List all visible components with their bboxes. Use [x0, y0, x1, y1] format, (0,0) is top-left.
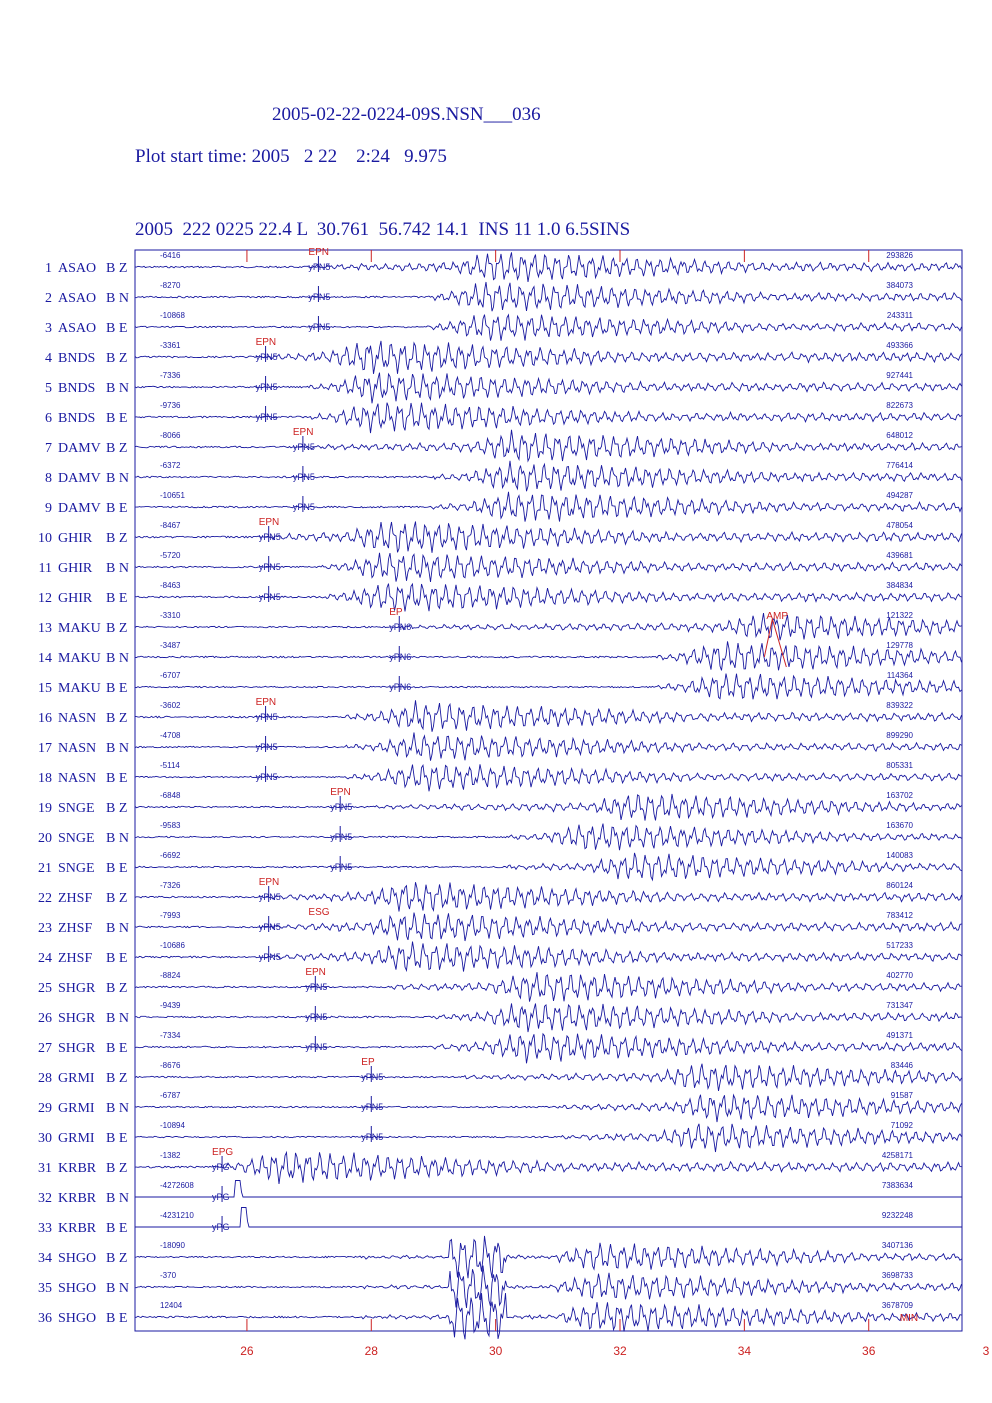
component: B N: [106, 831, 129, 846]
component: B E: [106, 591, 128, 606]
component: B Z: [106, 261, 128, 276]
station-name: GHIR: [58, 561, 93, 576]
phase-mark-label: EPN: [292, 427, 314, 438]
phase-mark-label: EP: [361, 1057, 375, 1068]
waveform-trace: [135, 1293, 962, 1339]
waveform-trace: [135, 972, 962, 1001]
trace-max-value: 3407136: [881, 1241, 913, 1250]
trace-min-value: -4708: [160, 731, 181, 740]
channel-number: 18: [38, 771, 52, 786]
x-tick-label: 34: [737, 1344, 752, 1358]
station-name: SNGE: [58, 801, 95, 816]
channel-number: 33: [38, 1221, 52, 1236]
trace-max-value: 402770: [886, 971, 913, 980]
phase-mark-label: EPN: [258, 877, 280, 888]
channel-number: 21: [38, 861, 52, 876]
trace-min-value: -9439: [160, 1001, 181, 1010]
phase-pick-label: yPG: [212, 1222, 230, 1232]
trace-min-value: -6372: [160, 461, 181, 470]
x-tick-label: 28: [364, 1344, 378, 1358]
phase-pick-label: yPN5: [361, 1132, 384, 1142]
channel-number: 5: [45, 381, 52, 396]
trace-max-value: 129778: [886, 641, 913, 650]
trace-max-value: 839322: [886, 701, 913, 710]
phase-mark-label: EPG: [212, 1147, 234, 1158]
channel-number: 20: [38, 831, 52, 846]
trace-min-value: -6707: [160, 671, 181, 680]
phase-pick-label: yPN5: [255, 772, 278, 782]
phase-pick-label: yPN6: [389, 652, 412, 662]
component: B E: [106, 771, 128, 786]
station-name: BNDS: [58, 411, 96, 426]
channel-number: 13: [38, 621, 52, 636]
component: B E: [106, 1221, 128, 1236]
waveform-trace: [135, 1152, 962, 1184]
channel-number: 17: [38, 741, 52, 756]
phase-mark-label: EP: [389, 607, 403, 618]
trace-min-value: -3310: [160, 611, 181, 620]
trace-max-value: 163702: [886, 791, 913, 800]
plot-title: 2005-02-22-0224-09S.NSN___036: [272, 104, 541, 125]
waveform-trace: [135, 853, 962, 880]
component: B N: [106, 381, 129, 396]
phase-pick-label: yPN5: [308, 322, 331, 332]
channel-number: 23: [38, 921, 52, 936]
trace-max-value: 3698733: [881, 1271, 913, 1280]
trace-min-value: -1382: [160, 1151, 181, 1160]
channel-number: 8: [45, 471, 52, 486]
component: B E: [106, 861, 128, 876]
trace-max-value: 491371: [886, 1031, 913, 1040]
component: B N: [106, 741, 129, 756]
channel-number: 35: [38, 1281, 52, 1296]
phase-pick-label: yPN5: [305, 982, 328, 992]
trace-max-value: 822673: [886, 401, 913, 410]
phase-pick-label: yPN5: [292, 442, 315, 452]
channel-number: 2: [45, 291, 52, 306]
phase-pick-label: yPN5: [258, 952, 281, 962]
waveform-trace: [135, 1124, 962, 1152]
station-name: KRBR: [58, 1221, 97, 1236]
phase-pick-label: yPN5: [292, 502, 315, 512]
station-name: ASAO: [58, 291, 97, 306]
channel-number: 7: [45, 441, 52, 456]
phase-pick-label: yPN5: [255, 712, 278, 722]
trace-min-value: -7993: [160, 911, 181, 920]
trace-max-value: 140083: [886, 851, 913, 860]
trace-min-value: -8066: [160, 431, 181, 440]
trace-min-value: -3361: [160, 341, 181, 350]
station-name: SHGR: [58, 1011, 96, 1026]
channel-number: 9: [45, 501, 52, 516]
waveform-trace: [135, 613, 962, 640]
station-name: NASN: [58, 771, 97, 786]
trace-min-value: -10868: [160, 311, 185, 320]
channel-number: 16: [38, 711, 52, 726]
component: B E: [106, 681, 128, 696]
trace-max-value: 860124: [886, 881, 913, 890]
channel-number: 31: [38, 1161, 52, 1176]
trace-min-value: -18090: [160, 1241, 185, 1250]
phase-pick-label: yPN5: [330, 832, 353, 842]
channel-number: 15: [38, 681, 52, 696]
component: B N: [106, 471, 129, 486]
station-name: SHGO: [58, 1281, 97, 1296]
trace-min-value: -7336: [160, 371, 181, 380]
station-name: SNGE: [58, 861, 95, 876]
waveform-trace: [135, 282, 962, 311]
trace-min-value: -6692: [160, 851, 181, 860]
channel-number: 3: [45, 321, 52, 336]
x-tick-label: 32: [613, 1344, 627, 1358]
trace-min-value: -8676: [160, 1061, 181, 1070]
phase-pick-label: yPN5: [308, 262, 331, 272]
trace-max-value: 384834: [886, 581, 913, 590]
station-name: SHGO: [58, 1311, 97, 1326]
component: B Z: [106, 1071, 128, 1086]
channel-number: 36: [38, 1311, 52, 1326]
phase-pick-label: yPN5: [258, 892, 281, 902]
phase-pick-label: yPN5: [255, 412, 278, 422]
station-name: BNDS: [58, 351, 96, 366]
component: B E: [106, 501, 128, 516]
trace-min-value: -6787: [160, 1091, 181, 1100]
phase-pick-label: yPN5: [258, 562, 281, 572]
trace-min-value: -10894: [160, 1121, 185, 1130]
station-name: SHGO: [58, 1251, 97, 1266]
waveform-trace: [135, 1208, 962, 1228]
trace-max-value: 163670: [886, 821, 913, 830]
waveform-trace: [135, 1003, 962, 1032]
trace-max-value: 439681: [886, 551, 913, 560]
trace-min-value: -8463: [160, 581, 181, 590]
component: B E: [106, 951, 128, 966]
station-name: DAMV: [58, 471, 101, 486]
trace-max-value: 731347: [886, 1001, 913, 1010]
phase-pick-label: yPN5: [255, 742, 278, 752]
phase-mark-label: EPN: [258, 517, 280, 528]
waveform-trace: [135, 1034, 962, 1064]
phase-pick-label: yPN5: [361, 1102, 384, 1112]
component: B Z: [106, 531, 128, 546]
station-name: MAKU: [58, 651, 101, 666]
station-name: KRBR: [58, 1191, 97, 1206]
x-tick-label: 3: [982, 1344, 990, 1358]
waveform-trace: [135, 252, 962, 282]
trace-max-value: 494287: [886, 491, 913, 500]
channel-number: 19: [38, 801, 52, 816]
component: B E: [106, 1131, 128, 1146]
station-name: MAKU: [58, 681, 101, 696]
component: B Z: [106, 621, 128, 636]
channel-number: 14: [38, 651, 52, 666]
component: B E: [106, 1311, 128, 1326]
trace-max-value: 805331: [886, 761, 913, 770]
phase-pick-label: yPN5: [305, 1012, 328, 1022]
waveform-trace: [135, 674, 962, 700]
component: B N: [106, 1191, 129, 1206]
waveform-trace: [135, 1064, 962, 1091]
station-name: ZHSF: [58, 921, 93, 936]
trace-min-value: -4272608: [160, 1181, 194, 1190]
phase-pick-label: yPN5: [292, 472, 315, 482]
station-name: GHIR: [58, 591, 93, 606]
trace-max-value: 293826: [886, 251, 913, 260]
station-name: ZHSF: [58, 951, 93, 966]
component: B N: [106, 291, 129, 306]
phase-mark-label: ESG: [308, 907, 330, 918]
channel-number: 12: [38, 591, 52, 606]
phase-pick-label: yPN5: [308, 292, 331, 302]
channel-number: 22: [38, 891, 52, 906]
phase-mark-label: EPN: [255, 337, 277, 348]
station-name: GRMI: [58, 1071, 95, 1086]
trace-min-value: -6416: [160, 251, 181, 260]
trace-max-value: 899290: [886, 731, 913, 740]
trace-min-value: -3602: [160, 701, 181, 710]
trace-min-value: -5720: [160, 551, 181, 560]
phase-mark-label: EPN: [330, 787, 351, 798]
station-name: SHGR: [58, 981, 96, 996]
trace-max-value: 83446: [890, 1061, 913, 1070]
station-name: NASN: [58, 711, 97, 726]
station-name: SNGE: [58, 831, 95, 846]
channel-number: 30: [38, 1131, 52, 1146]
channel-number: 10: [38, 531, 52, 546]
channel-number: 27: [38, 1041, 52, 1056]
station-name: DAMV: [58, 501, 101, 516]
channel-number: 24: [38, 951, 52, 966]
phase-mark-label: EPN: [305, 967, 326, 978]
trace-min-value: -9736: [160, 401, 181, 410]
trace-max-value: 384073: [886, 281, 913, 290]
trace-max-value: 121322: [886, 611, 913, 620]
component: B Z: [106, 1251, 128, 1266]
station-name: GRMI: [58, 1131, 95, 1146]
component: B Z: [106, 801, 128, 816]
phase-pick-label: yPN5: [330, 802, 353, 812]
phase-mark-label: EPN: [308, 247, 329, 258]
component: B E: [106, 1041, 128, 1056]
station-name: GHIR: [58, 531, 93, 546]
trace-min-value: -9583: [160, 821, 181, 830]
trace-max-value: 71092: [890, 1121, 913, 1130]
phase-pick-label: yPN6: [389, 682, 412, 692]
component: B N: [106, 561, 129, 576]
trace-min-value: -8467: [160, 521, 181, 530]
channel-number: 25: [38, 981, 52, 996]
trace-min-value: -3487: [160, 641, 181, 650]
channel-number: 32: [38, 1191, 52, 1206]
station-name: SHGR: [58, 1041, 96, 1056]
waveform-trace: [135, 794, 962, 821]
component: B Z: [106, 441, 128, 456]
trace-min-value: -8270: [160, 281, 181, 290]
trace-max-value: 517233: [886, 941, 913, 950]
trace-min-value: -8824: [160, 971, 181, 980]
phase-pick-label: yPN6: [389, 622, 412, 632]
phase-pick-label: yPG: [212, 1192, 230, 1202]
trace-min-value: -5114: [160, 761, 180, 770]
phase-mark-label: EPN: [255, 697, 277, 708]
station-name: ASAO: [58, 321, 97, 336]
phase-pick-label: yPN5: [258, 592, 281, 602]
phase-mark-label: MIN: [899, 1313, 919, 1324]
channel-number: 11: [38, 561, 52, 576]
hypocenter-line: 2005 222 0225 22.4 L 30.761 56.742 14.1 INS 11 1.0 6.5SINS: [135, 219, 631, 240]
component: B Z: [106, 891, 128, 906]
phase-pick-label: yPN5: [255, 352, 278, 362]
waveform-trace: [135, 461, 962, 491]
station-name: NASN: [58, 741, 97, 756]
trace-max-value: 648012: [886, 431, 913, 440]
trace-max-value: 9232248: [881, 1211, 913, 1220]
trace-max-value: 4258171: [881, 1151, 913, 1160]
component: B N: [106, 651, 129, 666]
phase-pick-label: yPN5: [258, 532, 281, 542]
station-name: KRBR: [58, 1161, 97, 1176]
trace-max-value: 783412: [886, 911, 913, 920]
waveform-trace: [135, 1095, 962, 1122]
station-name: ZHSF: [58, 891, 93, 906]
trace-max-value: 243311: [886, 311, 913, 320]
waveform-trace: [135, 1236, 962, 1278]
waveform-trace: [135, 641, 962, 670]
trace-max-value: 927441: [886, 371, 913, 380]
waveform-trace: [135, 824, 962, 851]
trace-max-value: 91587: [890, 1091, 913, 1100]
channel-number: 28: [38, 1071, 52, 1086]
waveform-trace: [135, 1181, 962, 1198]
component: B E: [106, 321, 128, 336]
trace-max-value: 776414: [886, 461, 913, 470]
phase-pick-label: yPN5: [361, 1072, 384, 1082]
phase-pick-label: yPN5: [330, 862, 353, 872]
trace-max-value: 7383634: [881, 1181, 913, 1190]
station-name: DAMV: [58, 441, 101, 456]
trace-max-value: 3678709: [881, 1301, 913, 1310]
x-tick-label: 26: [240, 1344, 254, 1358]
trace-min-value: -370: [160, 1271, 177, 1280]
phase-pick-label: yPN5: [255, 382, 278, 392]
component: B Z: [106, 981, 128, 996]
x-tick-label: 36: [862, 1344, 876, 1358]
trace-min-value: -10686: [160, 941, 185, 950]
channel-number: 1: [45, 261, 52, 276]
component: B N: [106, 921, 129, 936]
trace-min-value: -10651: [160, 491, 185, 500]
trace-min-value: -7326: [160, 881, 181, 890]
amp-pick-label: AMP: [766, 611, 789, 622]
phase-pick-label: yPN5: [258, 922, 281, 932]
trace-min-value: 12404: [160, 1301, 183, 1310]
component: B Z: [106, 351, 128, 366]
trace-min-value: -6848: [160, 791, 181, 800]
x-tick-label: 30: [488, 1344, 503, 1358]
phase-pick-label: yPN5: [305, 1042, 328, 1052]
waveform-trace: [135, 1266, 962, 1308]
phase-pick-label: yPG: [212, 1162, 230, 1172]
component: B N: [106, 1101, 129, 1116]
station-name: MAKU: [58, 621, 101, 636]
component: B N: [106, 1011, 129, 1026]
plot-start-time: Plot start time: 2005 2 22 2:24 9.975: [135, 146, 447, 167]
component: B N: [106, 1281, 129, 1296]
station-name: GRMI: [58, 1101, 95, 1116]
component: B E: [106, 411, 128, 426]
waveform-trace: [135, 430, 962, 461]
trace-max-value: 493366: [886, 341, 913, 350]
trace-max-value: 478054: [886, 521, 913, 530]
trace-min-value: -4231210: [160, 1211, 194, 1220]
trace-max-value: 114364: [886, 671, 913, 680]
channel-number: 6: [45, 411, 52, 426]
channel-number: 34: [38, 1251, 52, 1266]
channel-number: 29: [38, 1101, 52, 1116]
component: B Z: [106, 1161, 128, 1176]
channel-number: 4: [45, 351, 52, 366]
channel-number: 26: [38, 1011, 52, 1026]
component: B Z: [106, 711, 128, 726]
trace-min-value: -7334: [160, 1031, 181, 1040]
station-name: BNDS: [58, 381, 96, 396]
station-name: ASAO: [58, 261, 97, 276]
